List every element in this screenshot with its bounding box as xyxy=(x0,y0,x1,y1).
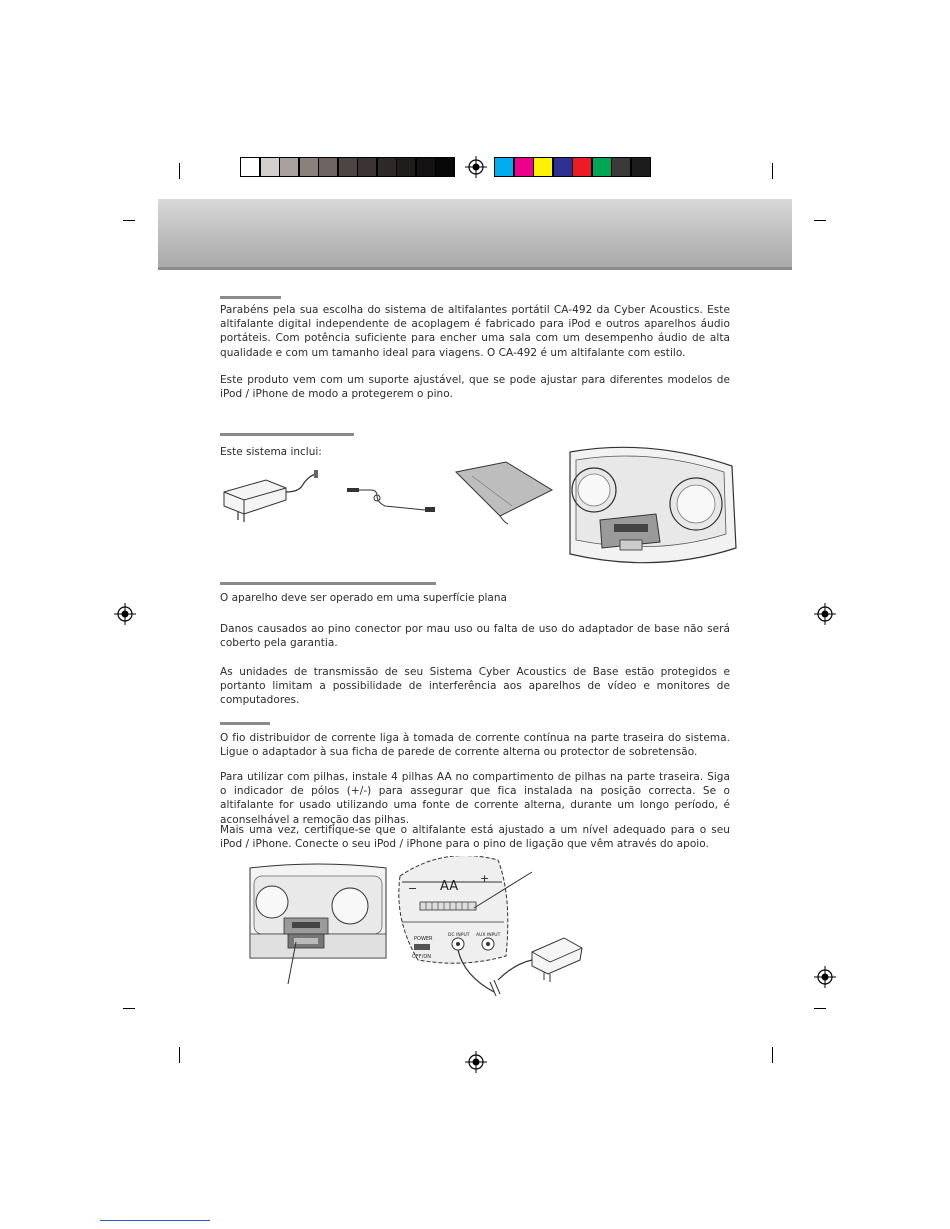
crop-mark-right-h-top xyxy=(814,220,826,221)
swatch-gray xyxy=(299,157,319,177)
shielding-paragraph: As unidades de transmissão de seu Sistema Cyber Acoustics de Base estão protegidos e portanto limitam a possibilidade de interferência aos aparelhos de vídeo e monitores de computadores. xyxy=(220,666,730,707)
batteries-paragraph: Para utilizar com pilhas, instale 4 pilhas AA no compartimento de pilhas na parte traseira. Siga o indicador de pólos (+/-) para assegurar que fica instalada na posição correcta. Se o altifalante for usado utilizando uma fonte de corrente alterna, durante um longo período, é aconselhável a remoção das pilhas. xyxy=(220,771,730,826)
registration-mark-right xyxy=(814,603,836,625)
battery-plus-label: + xyxy=(480,872,490,885)
warranty-paragraph: Danos causados ao pino conector por mau uso ou falta de uso do adaptador de base não será coberto pela garantia. xyxy=(220,623,730,650)
section-rule-power xyxy=(220,722,270,725)
swatch-color xyxy=(611,157,631,177)
dc-input-label: DC INPUT xyxy=(448,933,470,938)
flat-surface-note: O aparelho deve ser operado em uma superfície plana xyxy=(220,592,507,604)
crop-mark-top-left-v xyxy=(179,163,180,179)
crop-mark-right-h-bottom xyxy=(814,1008,826,1009)
section-rule-contents xyxy=(220,433,354,436)
carry-pouch-illustration xyxy=(452,460,558,526)
cable-illustration xyxy=(345,484,437,516)
registration-mark-bottom xyxy=(465,1051,487,1073)
power-label: POWER xyxy=(414,936,433,942)
battery-aa-label: AA xyxy=(440,879,459,894)
registration-mark-left xyxy=(114,603,136,625)
crop-mark-left-h-bottom xyxy=(123,1008,135,1009)
swatch-gray xyxy=(377,157,397,177)
crop-mark-bottom-right-v xyxy=(772,1047,773,1063)
swatch-gray xyxy=(338,157,358,177)
back-panel-illustration xyxy=(394,856,594,996)
aux-input-label: AUX INPUT xyxy=(476,933,501,938)
ac-adapter-illustration xyxy=(216,466,326,526)
swatch-gray xyxy=(279,157,299,177)
swatch-color xyxy=(631,157,651,177)
swatch-gray xyxy=(396,157,416,177)
contents-intro: Este sistema inclui: xyxy=(220,446,322,458)
adjustable-support-paragraph: Este produto vem com um suporte ajustável, que se pode ajustar para diferentes modelos de iPod / iPhone de modo a protegerem o pino. xyxy=(220,374,730,401)
swatch-gray xyxy=(260,157,280,177)
section-rule-safety xyxy=(220,582,436,585)
swatch-color xyxy=(553,157,573,177)
header-band xyxy=(158,199,792,270)
power-cord-paragraph: O fio distribuidor de corrente liga à tomada de corrente contínua na parte traseira do sistema. Ligue o adaptador à sua ficha de parede de corrente alterna ou protector de sobretensão. xyxy=(220,732,730,759)
intro-paragraph: Parabéns pela sua escolha do sistema de altifalantes portátil CA-492 da Cyber Acoustics. Este altifalante digital independente de acoplagem é fabricado para iPod e outros aparelhos áudio portáteis. Com potência suficiente para encher uma sala com um desempenho áudio de alta qualidade e com um tamanho ideal para viagens. O CA-492 é um altifalante com estilo. xyxy=(220,304,730,359)
swatch-color xyxy=(592,157,612,177)
speaker-front-illustration xyxy=(244,862,394,986)
swatch-color xyxy=(494,157,514,177)
swatch-gray xyxy=(416,157,436,177)
swatch-gray xyxy=(435,157,455,177)
speaker-dock-illustration xyxy=(560,444,740,576)
swatch-gray xyxy=(357,157,377,177)
swatch-color xyxy=(572,157,592,177)
ipod-connect-paragraph: Mais uma vez, certifique-se que o altifalante está ajustado a um nível adequado para o seu iPod / iPhone. Conecte o seu iPod / iPhone para o pino de ligação que vêm através do apoio. xyxy=(220,824,730,851)
off-on-label: OFF/ON xyxy=(412,954,432,960)
swatch-gray xyxy=(240,157,260,177)
section-rule-intro xyxy=(220,296,281,299)
battery-minus-label: − xyxy=(408,882,418,895)
swatch-color xyxy=(533,157,553,177)
swatch-gray xyxy=(318,157,338,177)
registration-mark-right-lower xyxy=(814,966,836,988)
crop-mark-bottom-left-v xyxy=(179,1047,180,1063)
swatch-color xyxy=(514,157,534,177)
crop-mark-top-right-v xyxy=(772,163,773,179)
crop-mark-left-h-top xyxy=(123,220,135,221)
registration-mark-top xyxy=(465,156,487,178)
bottom-underline xyxy=(100,1220,210,1221)
